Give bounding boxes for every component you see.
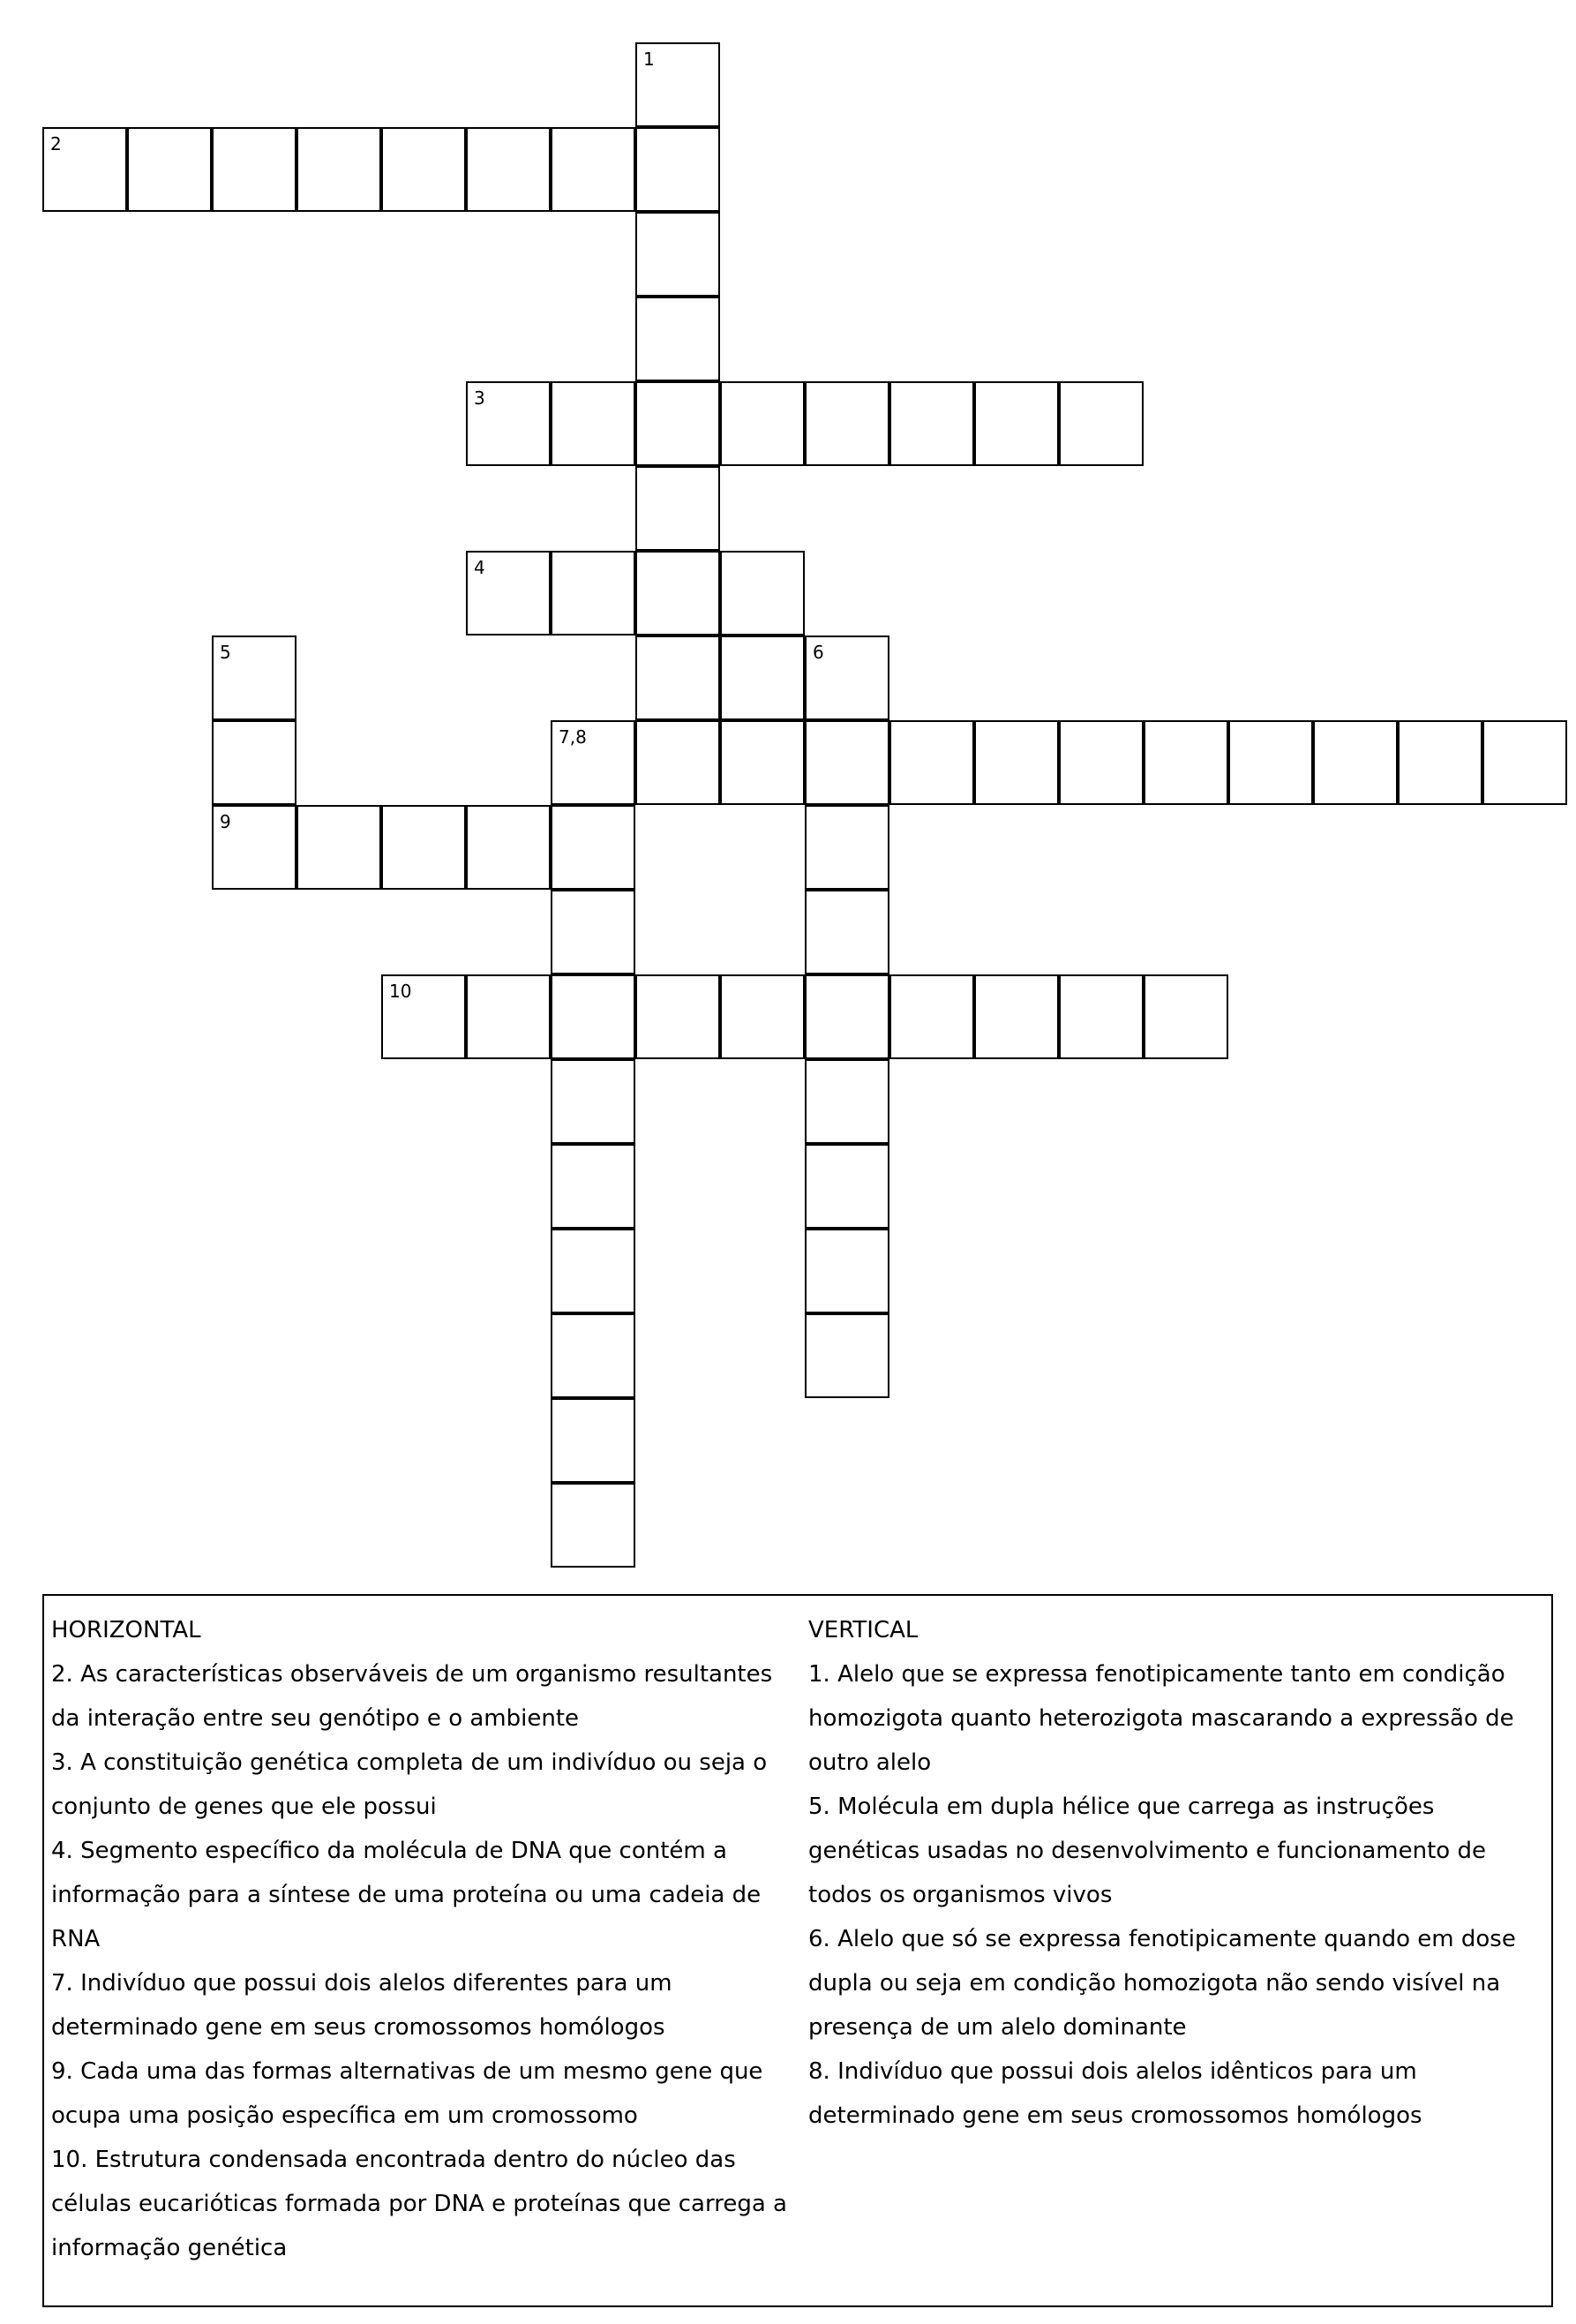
grid-cell[interactable]: [1398, 720, 1482, 805]
grid-cell[interactable]: [381, 805, 466, 890]
grid-cell[interactable]: [551, 1059, 635, 1144]
grid-cell[interactable]: [1313, 720, 1398, 805]
grid-cell[interactable]: [805, 720, 889, 805]
grid-cell[interactable]: [127, 127, 212, 212]
grid-cell[interactable]: [1228, 720, 1313, 805]
grid-cell[interactable]: [1144, 720, 1228, 805]
grid-cell[interactable]: [889, 720, 974, 805]
grid-cell[interactable]: [466, 974, 551, 1059]
grid-cell[interactable]: [974, 720, 1059, 805]
grid-cell[interactable]: [551, 551, 635, 636]
grid-cell[interactable]: [720, 974, 805, 1059]
grid-cell[interactable]: [805, 890, 889, 974]
grid-cell[interactable]: [212, 805, 296, 890]
horizontal-title: HORIZONTAL: [51, 1617, 201, 1643]
grid-cell[interactable]: [212, 127, 296, 212]
grid-cell[interactable]: [720, 551, 805, 636]
grid-cell[interactable]: [551, 720, 635, 805]
clue-number: 10: [389, 981, 412, 1002]
grid-cell[interactable]: [381, 974, 466, 1059]
grid-cell[interactable]: [1059, 381, 1144, 466]
grid-cell[interactable]: [296, 805, 381, 890]
clue-h-2: 2. As características observáveis de um organismo resultantes da interação entre seu genótipo e o ambiente: [51, 1661, 773, 1732]
grid-cell[interactable]: [635, 381, 720, 466]
vertical-title: VERTICAL: [808, 1617, 919, 1643]
grid-cell[interactable]: [805, 974, 889, 1059]
grid-cell[interactable]: [551, 1229, 635, 1313]
clue-v-6: 6. Alelo que só se expressa fenotipicamente quando em dose dupla ou seja em condição homozigota não sendo visível na presença de um alelo dominante: [808, 1926, 1516, 2041]
grid-cell[interactable]: [466, 805, 551, 890]
grid-cell[interactable]: [805, 636, 889, 720]
horizontal-clues: [51, 1608, 801, 2270]
grid-cell[interactable]: [974, 381, 1059, 466]
grid-cell[interactable]: [1482, 720, 1567, 805]
grid-cell[interactable]: [381, 127, 466, 212]
grid-cell[interactable]: [635, 127, 720, 212]
grid-cell[interactable]: [1059, 974, 1144, 1059]
grid-cell[interactable]: [551, 974, 635, 1059]
grid-cell[interactable]: [1144, 974, 1228, 1059]
grid-cell[interactable]: [635, 42, 720, 127]
grid-cell[interactable]: [551, 127, 635, 212]
grid-cell[interactable]: [635, 551, 720, 636]
clue-number: 3: [474, 387, 485, 409]
clue-h-4: 4. Segmento específico da molécula de DNA que contém a informação para a síntese de uma proteína ou uma cadeia de RNA: [51, 1838, 762, 1952]
grid-cell[interactable]: [551, 890, 635, 974]
grid-cell[interactable]: [635, 466, 720, 551]
grid-cell[interactable]: [551, 1144, 635, 1229]
clue-h-9: 9. Cada uma das formas alternativas de um mesmo gene que ocupa uma posição específica em um cromossomo: [51, 2058, 763, 2129]
grid-cell[interactable]: [635, 720, 720, 805]
vertical-clues: [808, 1608, 1550, 2138]
clue-number: 7,8: [559, 726, 587, 748]
grid-cell[interactable]: [889, 974, 974, 1059]
grid-cell[interactable]: [805, 1229, 889, 1313]
grid-cell[interactable]: [635, 297, 720, 381]
clue-h-7: 7. Indivíduo que possui dois alelos diferentes para um determinado gene em seus cromossomos homólogos: [51, 1970, 672, 2041]
grid-cell[interactable]: [805, 381, 889, 466]
grid-cell[interactable]: [466, 551, 551, 636]
grid-cell[interactable]: [296, 127, 381, 212]
clue-v-1: 1. Alelo que se expressa fenotipicamente tanto em condição homozigota quanto heterozigota mascarando a expressão de outro alelo: [808, 1661, 1514, 1776]
clue-v-5: 5. Molécula em dupla hélice que carrega as instruções genéticas usadas no desenvolvimento e funcionamento de todos os organismos vivos: [808, 1794, 1486, 1908]
grid-cell[interactable]: [551, 381, 635, 466]
grid-cell[interactable]: [635, 636, 720, 720]
grid-cell[interactable]: [720, 720, 805, 805]
grid-cell[interactable]: [635, 974, 720, 1059]
grid-cell[interactable]: [466, 381, 551, 466]
grid-cell[interactable]: [1059, 720, 1144, 805]
grid-cell[interactable]: [805, 1059, 889, 1144]
clue-number: 2: [50, 133, 62, 154]
grid-cell[interactable]: [551, 805, 635, 890]
grid-cell[interactable]: [974, 974, 1059, 1059]
grid-cell[interactable]: [212, 720, 296, 805]
grid-cell[interactable]: [805, 1313, 889, 1398]
grid-cell[interactable]: [551, 1398, 635, 1483]
clue-number: 6: [813, 642, 824, 663]
grid-cell[interactable]: [805, 805, 889, 890]
grid-cell[interactable]: [466, 127, 551, 212]
grid-cell[interactable]: [635, 212, 720, 297]
grid-cell[interactable]: [720, 381, 805, 466]
grid-cell[interactable]: [805, 1144, 889, 1229]
grid-cell[interactable]: [212, 636, 296, 720]
clue-h-10: 10. Estrutura condensada encontrada dentro do núcleo das células eucarióticas formada por DNA e proteínas que carrega a informação genética: [51, 2147, 787, 2261]
clue-v-8: 8. Indivíduo que possui dois alelos idênticos para um determinado gene em seus cromossomos homólogos: [808, 2058, 1422, 2129]
clue-number: 1: [643, 49, 655, 70]
clue-number: 9: [220, 811, 231, 832]
grid-cell[interactable]: [551, 1483, 635, 1568]
clues-panel: [42, 1594, 1553, 2307]
grid-cell[interactable]: [551, 1313, 635, 1398]
grid-cell[interactable]: [42, 127, 127, 212]
clue-h-3: 3. A constituição genética completa de um indivíduo ou seja o conjunto de genes que ele possui: [51, 1749, 768, 1820]
grid-cell[interactable]: [720, 636, 805, 720]
grid-cell[interactable]: [889, 381, 974, 466]
clue-number: 5: [220, 642, 231, 663]
clue-number: 4: [474, 557, 485, 578]
